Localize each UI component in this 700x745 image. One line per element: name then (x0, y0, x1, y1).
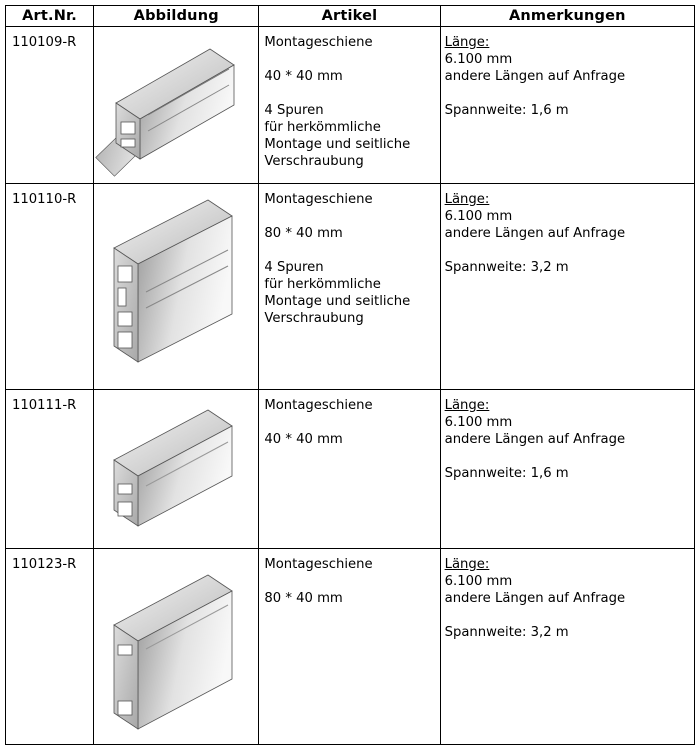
artikel-desc: Verschraubung (264, 154, 364, 169)
artikel-name: Montageschiene (264, 35, 373, 50)
header-artikel: Artikel (259, 6, 440, 27)
artikel-size: 40 * 40 mm (264, 69, 343, 84)
artikel-spuren: 4 Spuren (264, 103, 324, 118)
profile-80x40-two-slot-icon (94, 549, 259, 744)
artikel-desc: Montage und seitliche (264, 294, 411, 309)
laenge-value: 6.100 mm (444, 209, 513, 224)
artikel-size: 80 * 40 mm (264, 226, 343, 241)
laenge-value: 6.100 mm (444, 574, 513, 589)
spannweite: Spannweite: 3,2 m (444, 260, 569, 275)
anmerkungen-cell (440, 390, 694, 549)
art-nr-cell: 110111-R (6, 390, 94, 549)
product-table (5, 5, 695, 745)
artikel-cell (259, 184, 440, 390)
laenge-label: Länge: (444, 557, 490, 572)
artikel-desc: für herkömmliche (264, 120, 381, 135)
header-row (6, 6, 695, 27)
header-abbildung: Abbildung (94, 6, 259, 27)
artikel-desc: Verschraubung (264, 311, 364, 326)
andere-laengen: andere Längen auf Anfrage (444, 69, 626, 84)
artikel-name: Montageschiene (264, 192, 373, 207)
table-row (6, 390, 695, 549)
artikel-name: Montageschiene (264, 557, 373, 572)
art-nr-cell: 110123-R (6, 549, 94, 745)
artikel-cell (259, 27, 440, 184)
image-cell (94, 184, 259, 390)
artikel-cell (259, 390, 440, 549)
table-row (6, 549, 695, 745)
spannweite: Spannweite: 1,6 m (444, 103, 569, 118)
profile-80x40-four-slot-icon (94, 184, 259, 389)
artikel-name: Montageschiene (264, 398, 373, 413)
laenge-label: Länge: (444, 398, 490, 413)
artikel-desc: für herkömmliche (264, 277, 381, 292)
spannweite: Spannweite: 1,6 m (444, 466, 569, 481)
artikel-desc: Montage und seitliche (264, 137, 411, 152)
header-anmerkungen: Anmerkungen (440, 6, 694, 27)
laenge-value: 6.100 mm (444, 415, 513, 430)
andere-laengen: andere Längen auf Anfrage (444, 432, 626, 447)
profile-40x40-four-slot-icon (94, 27, 259, 183)
andere-laengen: andere Längen auf Anfrage (444, 591, 626, 606)
artikel-spuren: 4 Spuren (264, 260, 324, 275)
image-cell (94, 549, 259, 745)
laenge-label: Länge: (444, 192, 490, 207)
table-row (6, 27, 695, 184)
andere-laengen: andere Längen auf Anfrage (444, 226, 626, 241)
spannweite: Spannweite: 3,2 m (444, 625, 569, 640)
image-cell (94, 390, 259, 549)
laenge-label: Länge: (444, 35, 490, 50)
art-nr-cell: 110109-R (6, 27, 94, 184)
anmerkungen-cell (440, 549, 694, 745)
header-art-nr: Art.Nr. (6, 6, 94, 27)
image-cell (94, 27, 259, 184)
laenge-value: 6.100 mm (444, 52, 513, 67)
anmerkungen-cell (440, 184, 694, 390)
artikel-cell (259, 549, 440, 745)
table-row (6, 184, 695, 390)
profile-40x40-two-slot-icon (94, 390, 259, 548)
artikel-size: 40 * 40 mm (264, 432, 343, 447)
artikel-size: 80 * 40 mm (264, 591, 343, 606)
art-nr-cell: 110110-R (6, 184, 94, 390)
anmerkungen-cell (440, 27, 694, 184)
